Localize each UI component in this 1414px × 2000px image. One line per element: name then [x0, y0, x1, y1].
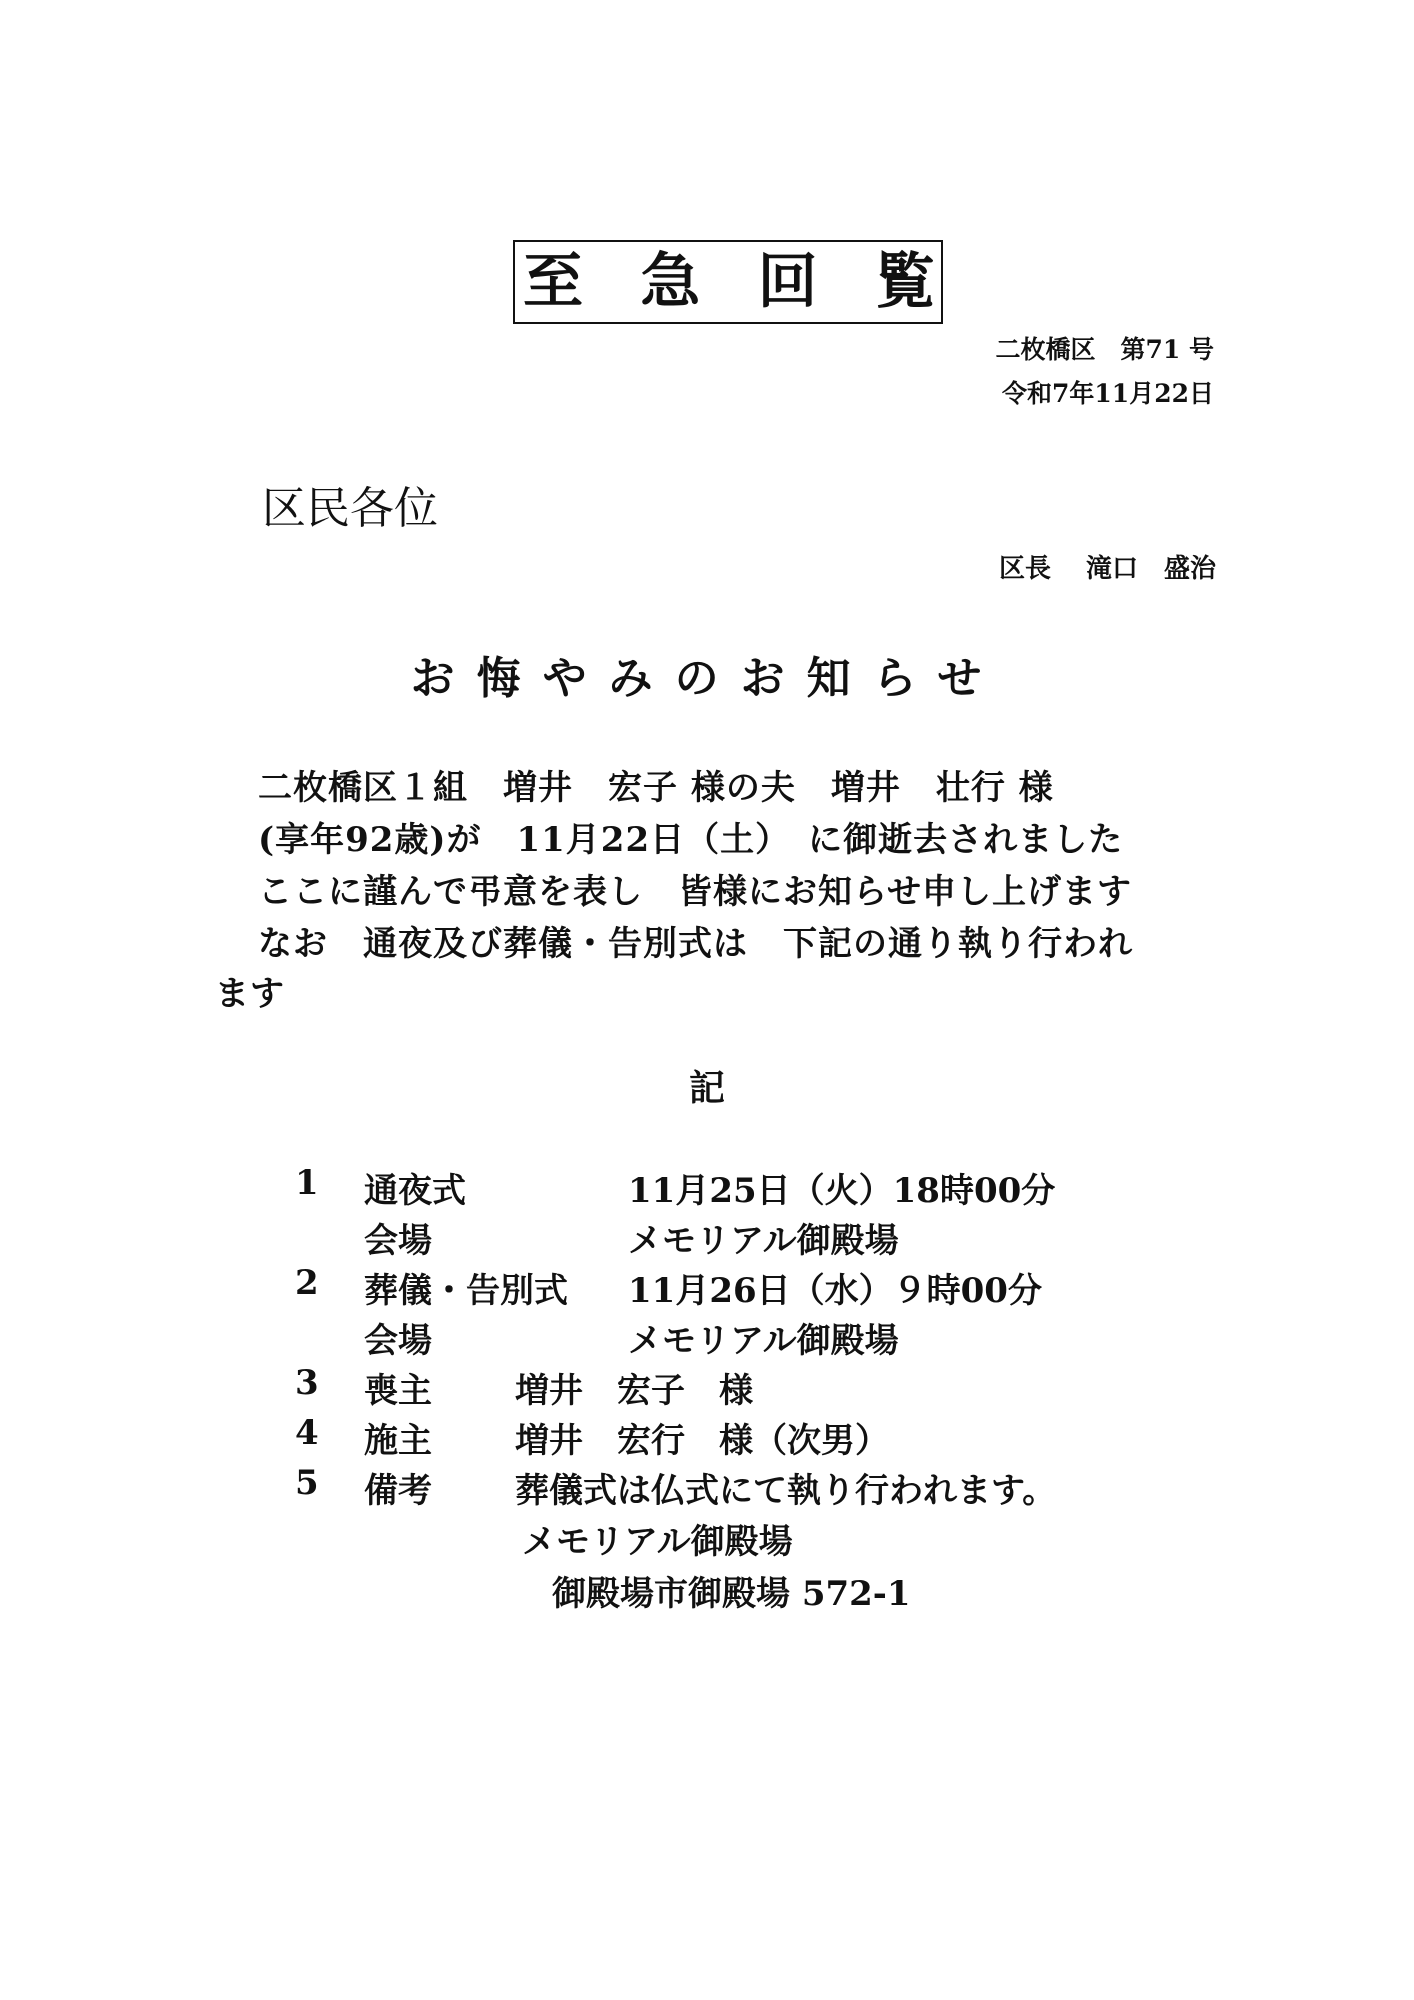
- item-1-value: 11月25日（火）18時00分: [628, 1171, 1056, 1211]
- item-5-number: 5: [295, 1463, 319, 1503]
- item-2-venue-value: メモリアル御殿場: [628, 1321, 899, 1361]
- title-char-2: 急: [640, 247, 701, 317]
- item-2-label: 葬儀・告別式: [364, 1271, 568, 1311]
- ki-marker: 記: [688, 1067, 725, 1109]
- item-4-number: 4: [295, 1413, 319, 1453]
- venue-name: メモリアル御殿場: [522, 1522, 793, 1562]
- issue-number: 二枚橋区 第71 号: [995, 335, 1214, 364]
- title-char-3: 回: [757, 247, 818, 317]
- item-2-value: 11月26日（水）９時00分: [628, 1271, 1042, 1311]
- title-char-1: 至: [523, 247, 583, 317]
- body-line-4: なお 通夜及び葬儀・告別式は 下記の通り執り行われ: [258, 924, 1133, 964]
- item-3-number: 3: [295, 1363, 319, 1403]
- body-line-5: ます: [215, 974, 285, 1014]
- body-line-2: (享年92歳)が 11月22日（土） に御逝去されました: [258, 820, 1124, 860]
- item-1-venue-value: メモリアル御殿場: [628, 1221, 899, 1261]
- item-3-value: 増井 宏子 様: [515, 1371, 753, 1411]
- item-5-label: 備考: [364, 1471, 432, 1511]
- body-line-1: 二枚橋区１組 増井 宏子 様の夫 増井 壮行 様: [258, 768, 1054, 808]
- sender: 区長 滝口 盛治: [998, 554, 1216, 584]
- item-1-venue-label: 会場: [364, 1221, 432, 1261]
- item-3-label: 喪主: [364, 1371, 432, 1411]
- item-4-value: 増井 宏行 様（次男）: [515, 1421, 889, 1461]
- title-char-4: 覧: [874, 247, 935, 317]
- body-line-3: ここに謹んで弔意を表し 皆様にお知らせ申し上げます: [258, 872, 1132, 912]
- issue-date: 令和7年11月22日: [1002, 379, 1214, 408]
- item-2-number: 2: [295, 1263, 319, 1303]
- addressee: 区民各位: [262, 483, 438, 534]
- item-5-value: 葬儀式は仏式にて執り行われます。: [515, 1471, 1057, 1511]
- item-1-label: 通夜式: [364, 1171, 466, 1211]
- notice-title-box: [513, 240, 943, 324]
- notice-heading: お悔やみのお知らせ: [410, 653, 1004, 704]
- item-2-venue-label: 会場: [364, 1321, 432, 1361]
- venue-address: 御殿場市御殿場 572-1: [552, 1574, 911, 1614]
- item-4-label: 施主: [364, 1421, 432, 1461]
- item-1-number: 1: [295, 1163, 319, 1203]
